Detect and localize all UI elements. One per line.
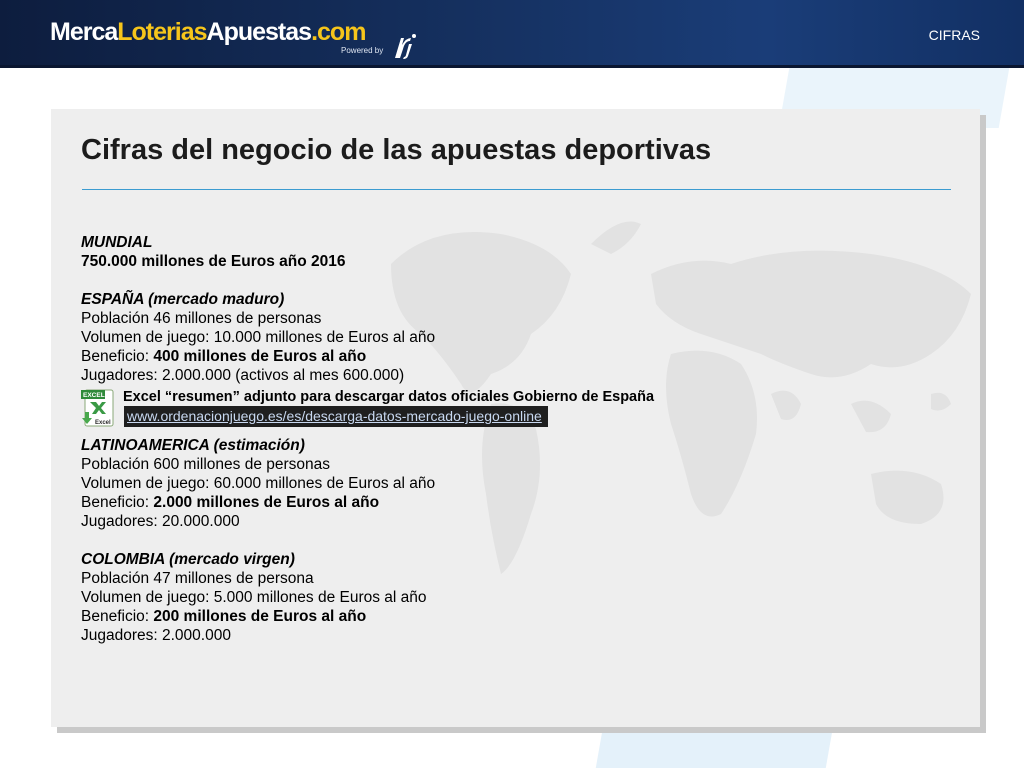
- latam-jugadores: Jugadores: 20.000.000: [81, 513, 240, 530]
- excel-file-icon[interactable]: [81, 388, 115, 428]
- content-panel: [51, 109, 980, 727]
- powered-by-label: Powered by: [341, 46, 384, 55]
- excel-download-link[interactable]: www.ordenacionjuego.es/es/descarga-datos-mercado-juego-online: [124, 406, 548, 427]
- espana-jugadores: Jugadores: 2.000.000 (activos al mes 600.000): [81, 367, 405, 384]
- espana-volumen: Volumen de juego: 10.000 millones de Euros al año: [81, 329, 436, 346]
- excel-download-row: [81, 388, 655, 432]
- latam-beneficio: Beneficio: 2.000 millones de Euros al año: [81, 494, 380, 511]
- rj-logo-icon: [392, 30, 418, 60]
- svg-text:EXCEL: EXCEL: [83, 392, 105, 399]
- colombia-beneficio-value: 200 millones de Euros al año: [153, 608, 367, 625]
- latam-poblacion: Población 600 millones de personas: [81, 456, 331, 473]
- espana-beneficio-value: 400 millones de Euros al año: [153, 348, 367, 365]
- svg-text:Excel: Excel: [95, 420, 111, 426]
- slide-body: [81, 233, 655, 645]
- brand-logo[interactable]: MercaLoteriasApuestas.com: [50, 18, 366, 46]
- latam-beneficio-value: 2.000 millones de Euros al año: [153, 494, 380, 511]
- title-divider: [82, 189, 951, 190]
- latam-volumen: Volumen de juego: 60.000 millones de Euros al año: [81, 475, 436, 492]
- excel-title: Excel “resumen” adjunto para descargar datos oficiales Gobierno de España: [123, 389, 655, 405]
- header-bar: [0, 0, 1024, 68]
- colombia-volumen: Volumen de juego: 5.000 millones de Euros al año: [81, 589, 427, 606]
- espana-heading: ESPAÑA (mercado maduro): [81, 291, 285, 308]
- slide-title: Cifras del negocio de las apuestas deportivas: [81, 134, 712, 166]
- espana-poblacion: Población 46 millones de personas: [81, 310, 322, 327]
- colombia-jugadores: Jugadores: 2.000.000: [81, 627, 231, 644]
- espana-beneficio: Beneficio: 400 millones de Euros al año: [81, 348, 367, 365]
- latam-heading: LATINOAMERICA (estimación): [81, 437, 305, 454]
- section-label: CIFRAS: [928, 27, 980, 43]
- colombia-heading: COLOMBIA (mercado virgen): [81, 551, 295, 568]
- colombia-poblacion: Población 47 millones de persona: [81, 570, 314, 587]
- colombia-beneficio: Beneficio: 200 millones de Euros al año: [81, 608, 367, 625]
- mundial-heading: MUNDIAL: [81, 234, 153, 251]
- mundial-total: 750.000 millones de Euros año 2016: [81, 253, 346, 270]
